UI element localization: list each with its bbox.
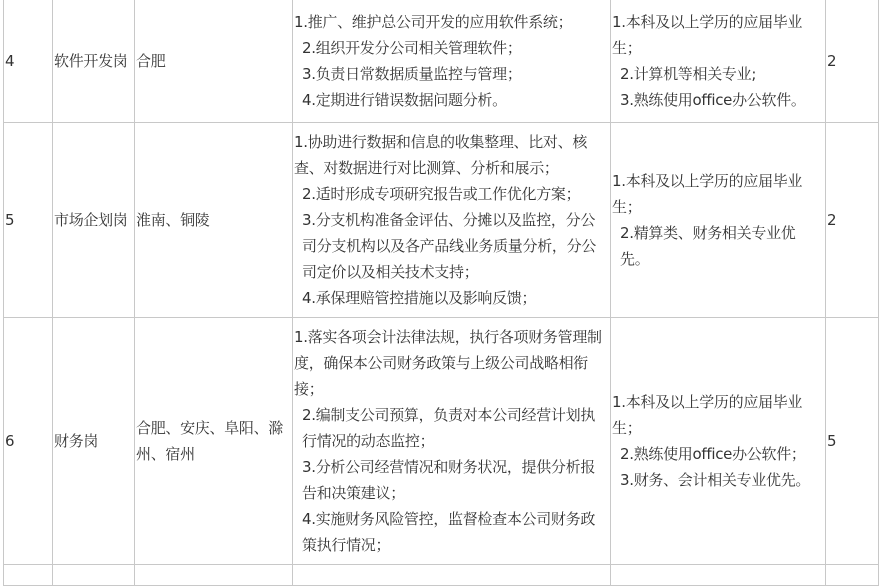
requirement-item: 1.本科及以上学历的应届毕业生； [612,13,803,57]
duty-item: 4.定期进行错误数据问题分析。 [302,91,507,109]
duty-item: 2.编制支公司预算，负责对本公司经营计划执行情况的动态监控； [302,406,596,450]
duty-item: 1.落实各项会计法律法规，执行各项财务管理制度，确保本公司财务政策与上级公司战略相衔接； [294,328,602,398]
location-cell: 淮南、铜陵 [135,123,293,318]
duty-item: 4.承保理赔管控措施以及影响反馈； [302,289,537,307]
location-cell [135,318,293,565]
duties-cell [293,565,611,586]
duties-cell [293,318,611,565]
requirement-item: 1.本科及以上学历的应届毕业生； [612,393,803,437]
requirement-item: 3.财务、会计相关专业优先。 [620,471,811,489]
headcount-cell [826,565,879,586]
row-number-cell: 5 [4,123,53,318]
table-row [4,565,879,586]
location-cell: 合肥 [135,0,293,123]
table-row [4,318,879,565]
headcount-cell: 2 [826,0,879,123]
duty-item: 4.实施财务风险管控，监督检查本公司财务政策执行情况； [302,510,596,554]
table-row [4,123,879,318]
job-title-cell: 软件开发岗 [53,0,135,123]
row-number-cell [4,565,53,586]
job-title-cell: 财务岗 [53,318,135,565]
requirements-cell [611,565,826,586]
requirement-item: 3.熟练使用office办公软件。 [620,91,806,109]
requirement-item: 2.熟练使用office办公软件； [620,445,806,463]
duty-item: 1.推广、维护总公司开发的应用软件系统； [294,13,573,31]
duty-item: 3.分析公司经营情况和财务状况，提供分析报告和决策建议； [302,458,596,502]
duty-item: 2.适时形成专项研究报告或工作优化方案； [302,185,581,203]
requirements-cell [611,0,826,123]
requirement-item: 2.精算类、财务相关专业优先。 [620,224,796,268]
duty-item: 1.协助进行数据和信息的收集整理、比对、核查、对数据进行对比测算、分析和展示； [294,133,588,177]
requirement-item: 2.计算机等相关专业; [620,65,757,83]
headcount-cell: 2 [826,123,879,318]
job-title-cell [53,565,135,586]
duties-cell [293,123,611,318]
job-table [3,0,879,586]
requirements-cell [611,318,826,565]
headcount-cell: 5 [826,318,879,565]
duty-item: 3.负责日常数据质量监控与管理； [302,65,522,83]
requirement-item: 1.本科及以上学历的应届毕业生； [612,172,803,216]
row-number-cell: 4 [4,0,53,123]
job-title-cell: 市场企划岗 [53,123,135,318]
requirements-cell [611,123,826,318]
duties-cell [293,0,611,123]
location-cell [135,565,293,586]
duty-item: 2.组织开发分公司相关管理软件； [302,39,522,57]
row-number-cell: 6 [4,318,53,565]
duty-item: 3.分支机构准备金评估、分摊以及监控，分公司分支机构以及各产品线业务质量分析，分公司定价以及相关技术支持； [302,211,597,281]
location-text: 合肥、安庆、阜阳、滁州、宿州 [136,419,284,463]
table-row [4,0,879,123]
